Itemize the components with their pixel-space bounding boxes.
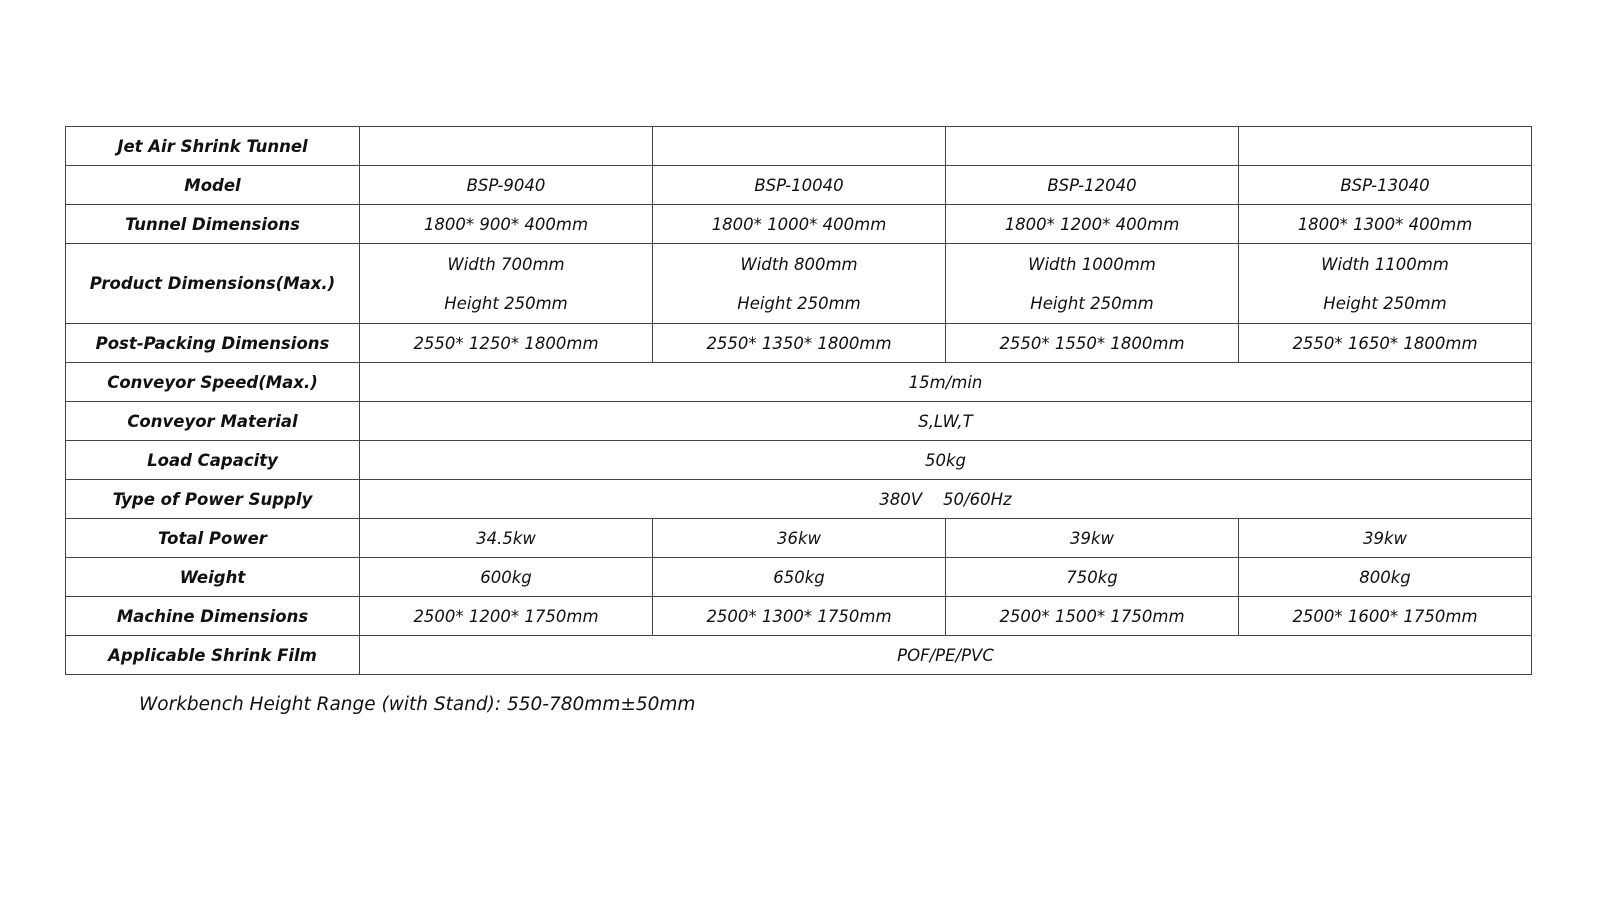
table-row-weight (66, 558, 1532, 597)
table-row-load-capacity (66, 441, 1532, 480)
product-dimensions-cell (1239, 244, 1532, 324)
tunnel-dimensions-cell: 1800* 1200* 400mm (946, 205, 1239, 244)
product-height: Height 250mm (1030, 293, 1154, 313)
row-label-total-power: Total Power (66, 519, 360, 558)
header-cell (653, 127, 946, 166)
row-label-shrink-film: Applicable Shrink Film (66, 636, 360, 675)
table-row-product-dimensions (66, 244, 1532, 324)
conveyor-speed-cell: 15m/min (360, 363, 1532, 402)
table-row-model (66, 166, 1532, 205)
model-cell: BSP-13040 (1239, 166, 1532, 205)
product-width: Width 800mm (740, 254, 858, 274)
product-width: Width 700mm (447, 254, 565, 274)
product-height: Height 250mm (1323, 293, 1447, 313)
model-cell: BSP-9040 (360, 166, 653, 205)
row-label-model: Model (66, 166, 360, 205)
conveyor-material-cell: S,LW,T (360, 402, 1532, 441)
total-power-cell: 39kw (1239, 519, 1532, 558)
total-power-cell: 39kw (946, 519, 1239, 558)
product-height: Height 250mm (444, 293, 568, 313)
table-row-header (66, 127, 1532, 166)
machine-dimensions-cell: 2500* 1300* 1750mm (653, 597, 946, 636)
row-label-conveyor-speed: Conveyor Speed(Max.) (66, 363, 360, 402)
table-row-machine-dimensions (66, 597, 1532, 636)
weight-cell: 800kg (1239, 558, 1532, 597)
row-label-power-supply: Type of Power Supply (66, 480, 360, 519)
tunnel-dimensions-cell: 1800* 900* 400mm (360, 205, 653, 244)
row-label-load-capacity: Load Capacity (66, 441, 360, 480)
power-supply-cell: 380V 50/60Hz (360, 480, 1532, 519)
tunnel-dimensions-cell: 1800* 1000* 400mm (653, 205, 946, 244)
row-label-machine-dimensions: Machine Dimensions (66, 597, 360, 636)
row-label-product-dimensions: Product Dimensions(Max.) (66, 244, 360, 324)
row-label-post-packing-dimensions: Post-Packing Dimensions (66, 324, 360, 363)
table-row-power-supply (66, 480, 1532, 519)
header-cell (1239, 127, 1532, 166)
product-dimensions-cell (946, 244, 1239, 324)
tunnel-dimensions-cell: 1800* 1300* 400mm (1239, 205, 1532, 244)
machine-dimensions-cell: 2500* 1600* 1750mm (1239, 597, 1532, 636)
machine-dimensions-cell: 2500* 1200* 1750mm (360, 597, 653, 636)
machine-dimensions-cell: 2500* 1500* 1750mm (946, 597, 1239, 636)
table-row-total-power (66, 519, 1532, 558)
model-cell: BSP-10040 (653, 166, 946, 205)
row-label-conveyor-material: Conveyor Material (66, 402, 360, 441)
product-height: Height 250mm (737, 293, 861, 313)
row-label-header: Jet Air Shrink Tunnel (66, 127, 360, 166)
total-power-cell: 34.5kw (360, 519, 653, 558)
table-row-shrink-film (66, 636, 1532, 675)
spec-table (65, 126, 1532, 675)
weight-cell: 750kg (946, 558, 1239, 597)
weight-cell: 600kg (360, 558, 653, 597)
table-row-conveyor-material (66, 402, 1532, 441)
shrink-film-cell: POF/PE/PVC (360, 636, 1532, 675)
post-packing-cell: 2550* 1550* 1800mm (946, 324, 1239, 363)
model-cell: BSP-12040 (946, 166, 1239, 205)
product-width: Width 1000mm (1028, 254, 1156, 274)
post-packing-cell: 2550* 1350* 1800mm (653, 324, 946, 363)
load-capacity-cell: 50kg (360, 441, 1532, 480)
row-label-weight: Weight (66, 558, 360, 597)
header-cell (360, 127, 653, 166)
table-row-tunnel-dimensions (66, 205, 1532, 244)
weight-cell: 650kg (653, 558, 946, 597)
table-row-post-packing-dimensions (66, 324, 1532, 363)
header-cell (946, 127, 1239, 166)
workbench-height-note: Workbench Height Range (with Stand): 550-780mm±50mm (139, 694, 696, 715)
product-dimensions-cell (360, 244, 653, 324)
total-power-cell: 36kw (653, 519, 946, 558)
product-width: Width 1100mm (1321, 254, 1449, 274)
product-dimensions-cell (653, 244, 946, 324)
table-row-conveyor-speed (66, 363, 1532, 402)
post-packing-cell: 2550* 1650* 1800mm (1239, 324, 1532, 363)
post-packing-cell: 2550* 1250* 1800mm (360, 324, 653, 363)
row-label-tunnel-dimensions: Tunnel Dimensions (66, 205, 360, 244)
